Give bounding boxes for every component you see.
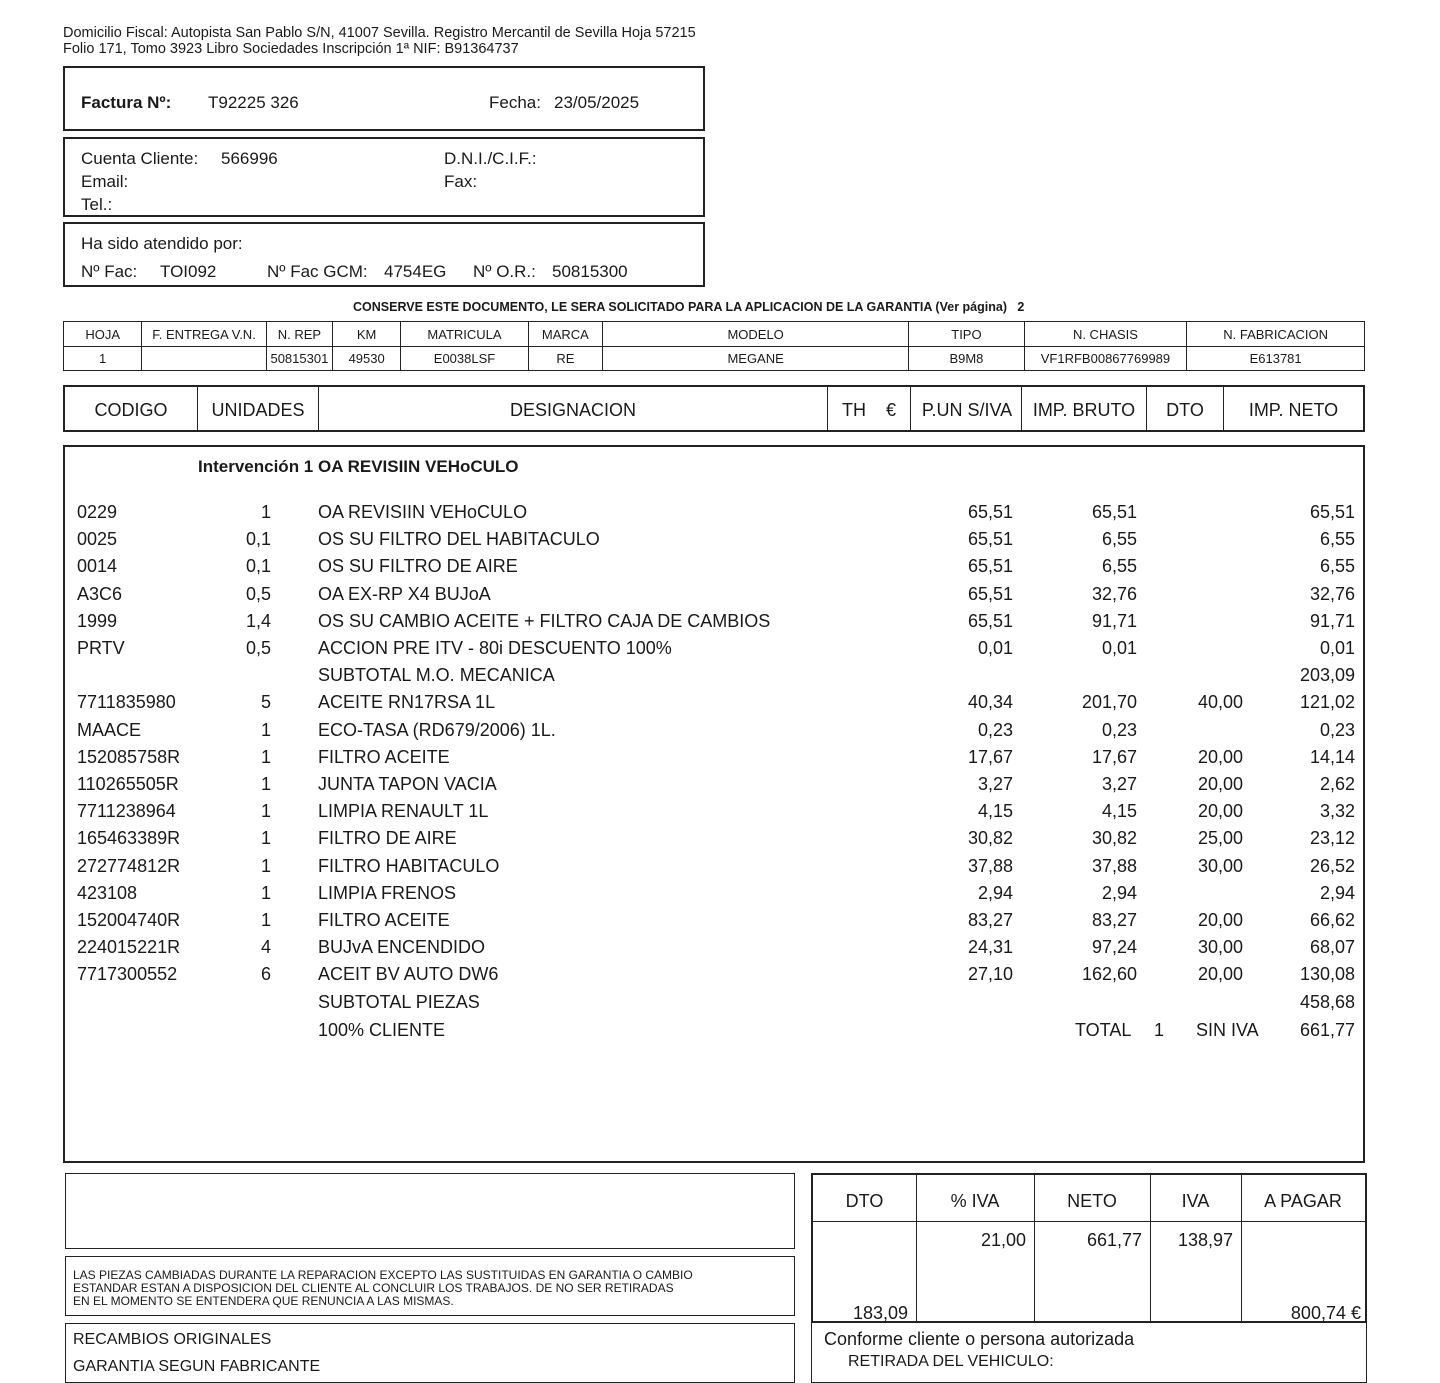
- line-item-units: 5: [260, 692, 271, 713]
- vehicle-header-rep: N. REP: [266, 322, 332, 347]
- company-address-line1: Domicilio Fiscal: Autopista San Pablo S/N, 41007 Sevilla. Registro Mercantil de Sevilla Hoja 57215: [63, 25, 696, 41]
- line-item-row: [65, 556, 1363, 582]
- col-codigo: CODIGO: [65, 387, 198, 430]
- invoice-number-label: Factura Nº:: [81, 93, 172, 112]
- totals-box: [811, 1173, 1367, 1323]
- line-item-unit-price: 65,51: [967, 556, 1013, 577]
- line-item-row: [65, 529, 1363, 555]
- vehicle-header-hoja: HOJA: [64, 322, 142, 347]
- invoice-date: 23/05/2025: [554, 93, 640, 112]
- line-item-row: [65, 801, 1363, 827]
- line-item-row: [65, 828, 1363, 854]
- line-item-code: 165463389R: [77, 828, 181, 849]
- line-item-gross: 4,15: [1101, 801, 1137, 822]
- line-items-box: [63, 445, 1365, 1163]
- vehicle-header-chasis: N. CHASIS: [1024, 322, 1187, 347]
- line-item-row: [65, 883, 1363, 909]
- totals-header-dto: DTO: [845, 1191, 884, 1211]
- line-item-discount: 30,00: [1197, 937, 1243, 958]
- line-item-code: 0025: [77, 529, 118, 550]
- service-box: [63, 222, 705, 287]
- line-item-units: 1: [260, 882, 271, 903]
- line-item-net: 68,07: [1309, 937, 1355, 958]
- line-item-code: MAACE: [77, 719, 142, 740]
- line-item-net: 458,68: [1299, 991, 1355, 1012]
- line-item-row: [65, 774, 1363, 800]
- line-item-row: [65, 584, 1363, 610]
- totals-iva: 138,97: [1177, 1230, 1233, 1250]
- line-item-description: LIMPIA RENAULT 1L: [318, 801, 489, 822]
- line-item-net: 130,08: [1299, 964, 1355, 985]
- vehicle-value-entrega: [142, 347, 266, 371]
- line-item-net: 2,94: [1319, 882, 1355, 903]
- line-item-code: 0229: [77, 502, 118, 522]
- vehicle-header-matricula: MATRICULA: [401, 322, 528, 347]
- vehicle-value-matricula: E0038LSF: [401, 347, 528, 371]
- vehicle-header-fabricacion: N. FABRICACION: [1187, 322, 1365, 347]
- line-item-description: ACEIT BV AUTO DW6: [318, 964, 499, 985]
- line-item-row: [65, 665, 1363, 691]
- line-item-discount: 20,00: [1197, 801, 1243, 822]
- line-item-description: OA EX-RP X4 BUJoA: [318, 583, 491, 604]
- recambios-text: RECAMBIOS ORIGINALES: [73, 1331, 272, 1348]
- final-sin-iva: SIN IVA: [1196, 1020, 1259, 1040]
- totals-header-iva-pct: % IVA: [950, 1191, 1000, 1211]
- line-item-row: [65, 611, 1363, 637]
- line-item-units: 0,5: [245, 583, 271, 604]
- final-line-desc: 100% CLIENTE: [318, 1020, 446, 1040]
- customer-tel-label: Tel.:: [81, 195, 113, 214]
- line-item-gross: 3,27: [1101, 774, 1137, 794]
- line-item-gross: 65,51: [1091, 502, 1137, 522]
- disclaimer-line3: EN EL MOMENTO SE ENTENDERA QUE RENUNCIA A LAS MISMAS.: [73, 1294, 454, 1308]
- disclaimer-box: [65, 1256, 795, 1316]
- company-address-line2: Folio 171, Tomo 3923 Libro Sociedades Inscripción 1ª NIF: B91364737: [63, 41, 519, 57]
- line-item-net: 3,32: [1319, 801, 1355, 822]
- customer-dni-label: D.N.I./C.I.F.:: [444, 149, 537, 168]
- totals-header-neto: NETO: [1067, 1191, 1117, 1211]
- line-item-discount: 20,00: [1197, 910, 1243, 930]
- line-item-net: 6,55: [1319, 529, 1355, 550]
- line-item-code: 7711835980: [77, 692, 176, 713]
- line-item-description: ACEITE RN17RSA 1L: [318, 692, 496, 713]
- line-item-units: 6: [260, 964, 271, 985]
- or-label: Nº O.R.:: [473, 262, 536, 281]
- final-line: [65, 1020, 1363, 1046]
- line-item-net: 65,51: [1309, 502, 1355, 522]
- line-item-units: 1: [260, 746, 271, 767]
- line-item-unit-price: 65,51: [967, 502, 1013, 522]
- vehicle-table: [63, 321, 1365, 371]
- line-item-net: 66,62: [1309, 910, 1355, 930]
- line-item-description: OS SU FILTRO DE AIRE: [318, 556, 518, 577]
- disclaimer-line1: LAS PIEZAS CAMBIADAS DURANTE LA REPARACION EXCEPTO LAS SUSTITUIDAS EN GARANTIA O CAMBIO: [73, 1268, 693, 1282]
- line-item-unit-price: 65,51: [967, 529, 1013, 550]
- col-th-label: TH: [842, 400, 866, 420]
- totals-header-iva: IVA: [1181, 1191, 1210, 1211]
- line-item-unit-price: 30,82: [967, 828, 1013, 849]
- line-item-gross: 6,55: [1101, 529, 1137, 550]
- line-item-description: OA REVISIIN VEHoCULO: [318, 502, 528, 522]
- line-item-discount: 40,00: [1197, 692, 1243, 713]
- line-item-unit-price: 0,23: [977, 719, 1013, 740]
- line-item-units: 1,4: [245, 610, 271, 631]
- line-item-row: [65, 638, 1363, 664]
- line-item-description: SUBTOTAL PIEZAS: [318, 991, 480, 1012]
- line-item-net: 2,62: [1319, 774, 1355, 794]
- line-item-code: 7717300552: [77, 964, 178, 985]
- line-item-row: [65, 992, 1363, 1018]
- line-item-unit-price: 37,88: [967, 855, 1013, 876]
- warranty-box: [65, 1323, 795, 1383]
- line-item-units: 1: [260, 828, 271, 849]
- line-item-gross: 162,60: [1081, 964, 1137, 985]
- warranty-notice-page: 2: [1017, 300, 1025, 314]
- line-item-row: [65, 937, 1363, 963]
- vehicle-value-km: 49530: [333, 347, 401, 371]
- line-item-description: BUJvA ENCENDIDO: [318, 937, 486, 958]
- line-item-gross: 201,70: [1081, 692, 1137, 713]
- line-item-gross: 2,94: [1101, 882, 1137, 903]
- line-item-discount: 20,00: [1197, 774, 1243, 794]
- line-item-units: 0,1: [245, 556, 271, 577]
- line-item-unit-price: 24,31: [967, 937, 1013, 958]
- final-total-label: TOTAL: [1075, 1020, 1132, 1040]
- line-item-gross: 97,24: [1091, 937, 1137, 958]
- line-item-unit-price: 4,15: [977, 801, 1013, 822]
- attended-by-label: Ha sido atendido por:: [81, 234, 243, 253]
- line-item-description: FILTRO DE AIRE: [318, 828, 457, 849]
- customer-account: 566996: [221, 149, 278, 168]
- garantia-text: GARANTIA SEGUN FABRICANTE: [73, 1358, 321, 1375]
- line-item-description: OS SU CAMBIO ACEITE + FILTRO CAJA DE CAMBIOS: [318, 610, 771, 631]
- line-item-gross: 6,55: [1101, 556, 1137, 577]
- warranty-notice: [353, 300, 1024, 314]
- col-designacion: DESIGNACION: [319, 387, 828, 430]
- line-item-row: [65, 720, 1363, 746]
- nfac-value: TOI092: [160, 262, 217, 281]
- line-item-gross: 0,23: [1101, 719, 1137, 740]
- line-item-units: 1: [260, 502, 271, 522]
- line-item-code: 224015221R: [77, 937, 181, 958]
- vehicle-value-marca: RE: [528, 347, 602, 371]
- line-item-gross: 91,71: [1091, 610, 1137, 631]
- nfac-gcm-label: Nº Fac GCM:: [267, 262, 368, 281]
- line-item-row: [65, 747, 1363, 773]
- line-item-gross: 32,76: [1091, 583, 1137, 604]
- line-items-header: [63, 385, 1365, 432]
- line-item-net: 14,14: [1309, 746, 1355, 767]
- line-item-net: 203,09: [1299, 665, 1355, 686]
- col-euro-label: €: [886, 400, 897, 420]
- line-item-code: 110265505R: [77, 774, 179, 794]
- line-item-unit-price: 65,51: [967, 610, 1013, 631]
- line-item-code: 0014: [77, 556, 118, 577]
- line-item-code: 272774812R: [77, 855, 181, 876]
- customer-fax-label: Fax:: [444, 172, 478, 191]
- vehicle-header-entrega: F. ENTREGA V.N.: [142, 322, 266, 347]
- vehicle-header-tipo: TIPO: [909, 322, 1024, 347]
- retirada-text: RETIRADA DEL VEHICULO:: [848, 1353, 1054, 1370]
- line-item-discount: 20,00: [1197, 964, 1243, 985]
- line-item-units: 1: [260, 855, 271, 876]
- line-item-description: LIMPIA FRENOS: [318, 882, 457, 903]
- line-item-unit-price: 0,01: [977, 638, 1013, 658]
- line-item-net: 0,01: [1319, 638, 1355, 658]
- line-item-row: [65, 502, 1363, 528]
- totals-neto: 661,77: [1086, 1230, 1142, 1250]
- vehicle-header-marca: MARCA: [528, 322, 602, 347]
- line-item-code: 1999: [77, 610, 118, 631]
- customer-email-label: Email:: [81, 172, 129, 191]
- or-value: 50815300: [552, 262, 628, 281]
- line-item-discount: 20,00: [1197, 746, 1243, 767]
- line-item-net: 0,23: [1319, 719, 1355, 740]
- signature-box: [811, 1323, 1367, 1383]
- vehicle-header-km: KM: [333, 322, 401, 347]
- line-item-row: [65, 964, 1363, 990]
- line-item-description: JUNTA TAPON VACIA: [318, 774, 497, 794]
- customer-account-label: Cuenta Cliente:: [81, 149, 199, 168]
- line-item-net: 32,76: [1309, 583, 1355, 604]
- line-item-row: [65, 856, 1363, 882]
- line-item-description: FILTRO HABITACULO: [318, 855, 500, 876]
- line-item-description: SUBTOTAL M.O. MECANICA: [318, 665, 555, 686]
- vehicle-header-modelo: MODELO: [603, 322, 909, 347]
- line-item-net: 6,55: [1319, 556, 1355, 577]
- line-item-code: 423108: [77, 882, 138, 903]
- line-item-net: 23,12: [1309, 828, 1355, 849]
- totals-iva-pct: 21,00: [980, 1230, 1026, 1250]
- line-item-description: FILTRO ACEITE: [318, 910, 450, 930]
- nfac-label: Nº Fac:: [81, 262, 138, 281]
- line-item-units: 1: [260, 801, 271, 822]
- line-item-units: 1: [260, 774, 271, 794]
- line-item-code: A3C6: [77, 583, 123, 604]
- line-item-gross: 0,01: [1101, 638, 1137, 658]
- vehicle-value-rep: 50815301: [266, 347, 332, 371]
- line-item-row: [65, 910, 1363, 936]
- vehicle-value-hoja: 1: [64, 347, 142, 371]
- col-dto: DTO: [1147, 387, 1224, 430]
- line-item-code: 7711238964: [77, 801, 176, 822]
- line-item-row: [65, 692, 1363, 718]
- line-item-discount: 30,00: [1197, 855, 1243, 876]
- vehicle-value-chasis: VF1RFB00867769989: [1024, 347, 1187, 371]
- line-item-gross: 30,82: [1091, 828, 1137, 849]
- line-item-units: 0,5: [245, 638, 271, 658]
- invoice-date-label: Fecha:: [489, 93, 541, 112]
- line-item-code: 152085758R: [77, 746, 181, 767]
- line-item-unit-price: 17,67: [967, 746, 1013, 767]
- line-item-description: ACCION PRE ITV - 80i DESCUENTO 100%: [318, 638, 672, 658]
- intervention-title: Intervención 1 OA REVISIIN VEHoCULO: [198, 457, 519, 476]
- line-item-gross: 37,88: [1091, 855, 1137, 876]
- line-item-gross: 17,67: [1091, 746, 1137, 767]
- line-item-unit-price: 40,34: [967, 692, 1013, 713]
- line-item-description: FILTRO ACEITE: [318, 746, 450, 767]
- customer-box: [63, 137, 705, 217]
- line-item-net: 91,71: [1309, 610, 1355, 631]
- line-item-code: PRTV: [77, 638, 125, 658]
- line-item-net: 26,52: [1309, 855, 1355, 876]
- final-amount: 661,77: [1299, 1020, 1355, 1040]
- line-item-description: OS SU FILTRO DEL HABITACULO: [318, 529, 600, 550]
- nfac-gcm-value: 4754EG: [384, 262, 447, 281]
- line-item-units: 1: [260, 910, 271, 930]
- notes-box: [65, 1173, 795, 1249]
- line-item-units: 1: [260, 719, 271, 740]
- warranty-notice-text: CONSERVE ESTE DOCUMENTO, LE SERA SOLICITADO PARA LA APLICACION DE LA GARANTIA (Ver página): [353, 300, 1007, 314]
- vehicle-value-tipo: B9M8: [909, 347, 1024, 371]
- line-item-units: 4: [260, 937, 271, 958]
- vehicle-value-fabricacion: E613781: [1187, 347, 1365, 371]
- line-item-net: 121,02: [1299, 692, 1355, 713]
- final-total-num: 1: [1154, 1020, 1165, 1040]
- col-th: [828, 387, 911, 430]
- invoice-number: T92225 326: [208, 93, 299, 112]
- line-item-description: ECO-TASA (RD679/2006) 1L.: [318, 719, 556, 740]
- line-item-gross: 83,27: [1091, 910, 1137, 930]
- col-unidades: UNIDADES: [198, 387, 319, 430]
- invoice-number-box: [63, 66, 705, 131]
- col-pun: P.UN S/IVA: [913, 387, 1022, 430]
- vehicle-value-modelo: MEGANE: [603, 347, 909, 371]
- line-item-unit-price: 3,27: [977, 774, 1013, 794]
- col-neto: IMP. NETO: [1248, 400, 1339, 420]
- line-item-discount: 25,00: [1197, 828, 1243, 849]
- line-item-unit-price: 27,10: [967, 964, 1013, 985]
- col-bruto: IMP. BRUTO: [1022, 387, 1147, 430]
- line-item-units: 0,1: [245, 529, 271, 550]
- conforme-text: Conforme cliente o persona autorizada: [824, 1329, 1135, 1349]
- totals-header-a-pagar: A PAGAR: [1264, 1191, 1342, 1211]
- line-item-unit-price: 65,51: [967, 583, 1013, 604]
- line-item-unit-price: 2,94: [977, 882, 1013, 903]
- disclaimer-line2: ESTANDAR ESTAN A DISPOSICION DEL CLIENTE AL CONCLUIR LOS TRABAJOS. DE NO SER RETIRADAS: [73, 1281, 674, 1295]
- totals-a-pagar: 800,74 €: [1290, 1303, 1361, 1323]
- line-item-unit-price: 83,27: [967, 910, 1013, 930]
- line-item-code: 152004740R: [77, 910, 181, 930]
- totals-dto: 183,09: [852, 1303, 908, 1323]
